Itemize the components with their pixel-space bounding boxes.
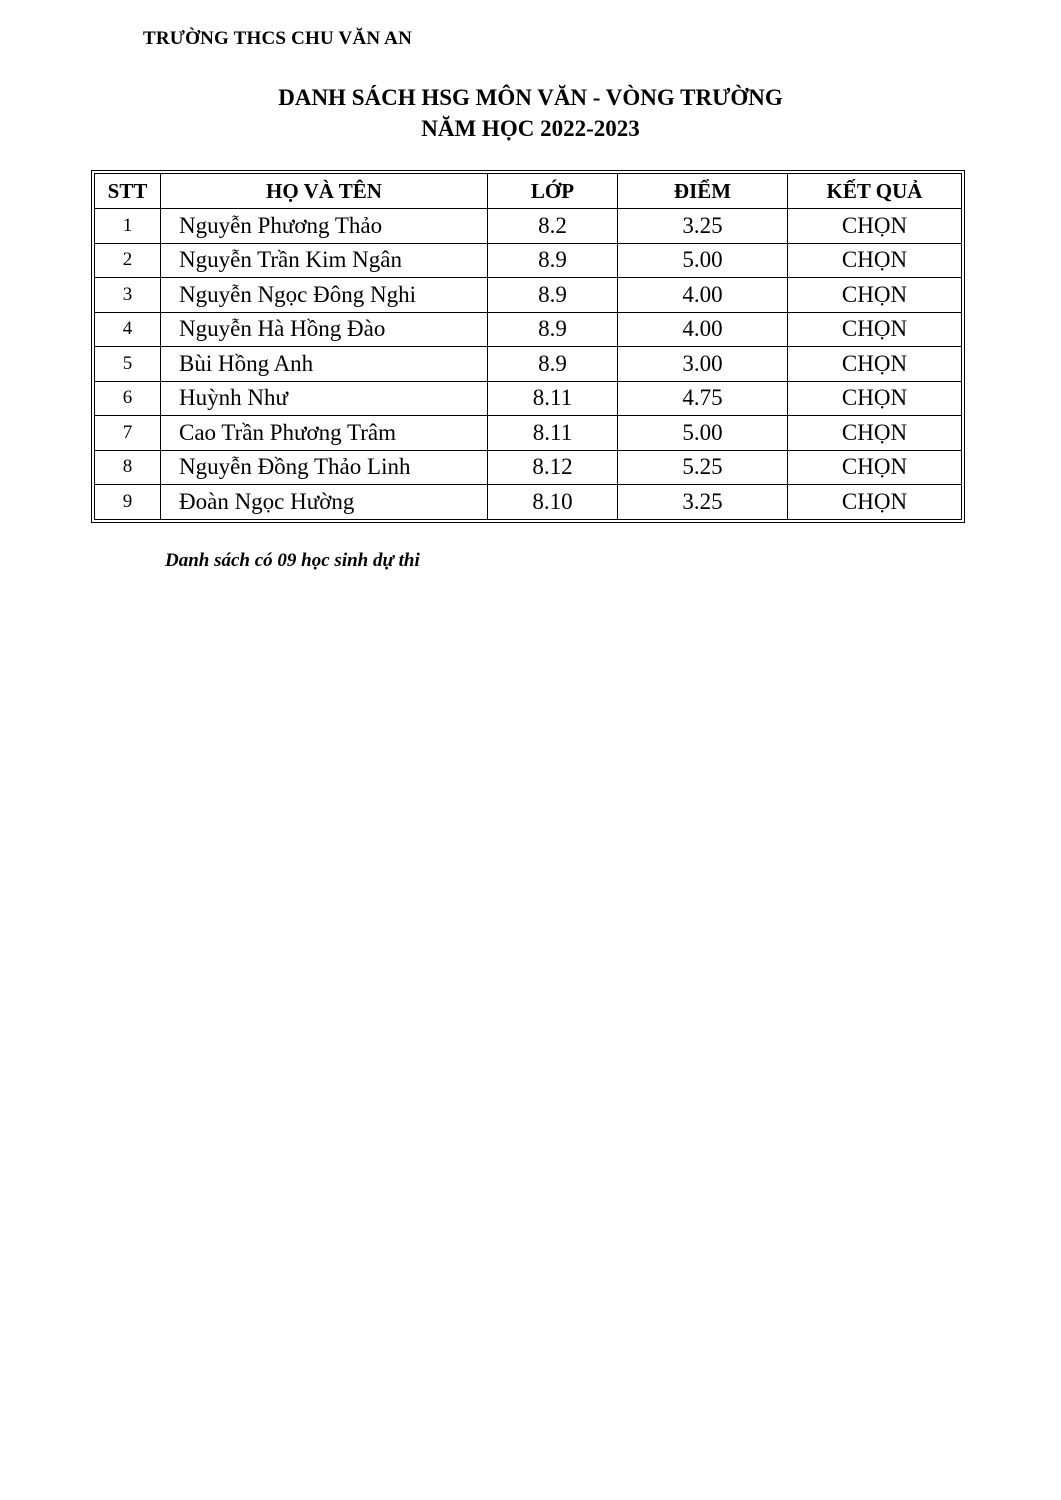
cell-stt: 7 — [95, 416, 161, 451]
cell-class: 8.12 — [488, 450, 618, 485]
cell-name: Nguyễn Hà Hồng Đào — [161, 312, 488, 347]
column-header-result: KẾT QUẢ — [788, 174, 962, 209]
cell-stt: 1 — [95, 209, 161, 244]
cell-result: CHỌN — [788, 209, 962, 244]
footer-note: Danh sách có 09 học sinh dự thi — [165, 550, 420, 571]
table-row — [95, 278, 962, 313]
cell-score: 3.00 — [618, 347, 788, 382]
cell-score: 4.00 — [618, 312, 788, 347]
cell-score: 5.25 — [618, 450, 788, 485]
cell-score: 4.00 — [618, 278, 788, 313]
cell-score: 3.25 — [618, 485, 788, 520]
cell-stt: 8 — [95, 450, 161, 485]
cell-stt: 9 — [95, 485, 161, 520]
cell-class: 8.2 — [488, 209, 618, 244]
cell-score: 4.75 — [618, 381, 788, 416]
column-header-class: LỚP — [488, 174, 618, 209]
school-name: TRƯỜNG THCS CHU VĂN AN — [143, 28, 413, 49]
school-year: NĂM HỌC 2022-2023 — [421, 116, 640, 141]
cell-name: Cao Trần Phương Trâm — [161, 416, 488, 451]
cell-stt: 3 — [95, 278, 161, 313]
cell-name: Nguyễn Đồng Thảo Linh — [161, 450, 488, 485]
cell-stt: 5 — [95, 347, 161, 382]
column-header-stt: STT — [95, 174, 161, 209]
cell-class: 8.9 — [488, 243, 618, 278]
cell-result: CHỌN — [788, 416, 962, 451]
cell-class: 8.11 — [488, 381, 618, 416]
cell-result: CHỌN — [788, 381, 962, 416]
cell-name: Nguyễn Ngọc Đông Nghi — [161, 278, 488, 313]
cell-stt: 4 — [95, 312, 161, 347]
table-row — [95, 381, 962, 416]
student-table — [94, 173, 962, 520]
cell-result: CHỌN — [788, 450, 962, 485]
cell-class: 8.9 — [488, 347, 618, 382]
cell-result: CHỌN — [788, 312, 962, 347]
cell-name: Bùi Hồng Anh — [161, 347, 488, 382]
document-title: DANH SÁCH HSG MÔN VĂN - VÒNG TRƯỜNG — [278, 85, 783, 110]
cell-class: 8.9 — [488, 312, 618, 347]
cell-name: Nguyễn Trần Kim Ngân — [161, 243, 488, 278]
table-row — [95, 450, 962, 485]
table-row — [95, 485, 962, 520]
table-header-row — [95, 174, 962, 209]
cell-name: Huỳnh Như — [161, 381, 488, 416]
table-row — [95, 416, 962, 451]
cell-score: 3.25 — [618, 209, 788, 244]
cell-class: 8.10 — [488, 485, 618, 520]
cell-stt: 6 — [95, 381, 161, 416]
table-row — [95, 243, 962, 278]
cell-result: CHỌN — [788, 278, 962, 313]
cell-class: 8.9 — [488, 278, 618, 313]
cell-result: CHỌN — [788, 485, 962, 520]
cell-name: Đoàn Ngọc Hường — [161, 485, 488, 520]
table-row — [95, 209, 962, 244]
column-header-score: ĐIỂM — [618, 174, 788, 209]
cell-result: CHỌN — [788, 243, 962, 278]
cell-class: 8.11 — [488, 416, 618, 451]
table-row — [95, 347, 962, 382]
cell-result: CHỌN — [788, 347, 962, 382]
table-row — [95, 312, 962, 347]
column-header-name: HỌ VÀ TÊN — [161, 174, 488, 209]
cell-name: Nguyễn Phương Thảo — [161, 209, 488, 244]
cell-stt: 2 — [95, 243, 161, 278]
student-table-frame — [91, 170, 965, 523]
cell-score: 5.00 — [618, 243, 788, 278]
cell-score: 5.00 — [618, 416, 788, 451]
